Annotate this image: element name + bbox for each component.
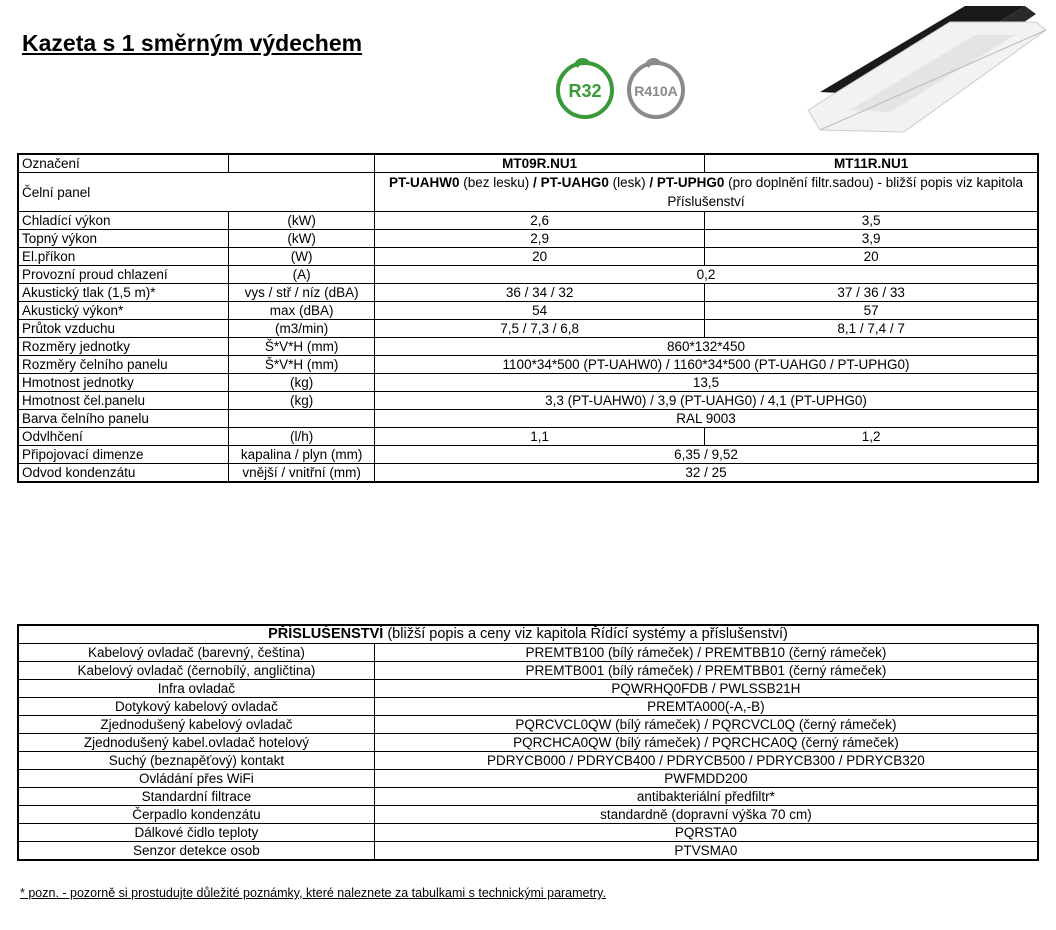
accessory-value: PDRYCB000 / PDRYCB400 / PDRYCB500 / PDRYCB300 / PDRYCB320 [374, 752, 1038, 770]
spec-value-model1: 1,1 [375, 428, 705, 446]
spec-row [18, 212, 1038, 230]
spec-value: 6,35 / 9,52 [375, 446, 1038, 464]
spec-row [18, 410, 1038, 428]
model1-header: MT09R.NU1 [375, 154, 705, 173]
accessory-value: PQWRHQ0FDB / PWLSSB21H [374, 680, 1038, 698]
spec-unit: (W) [229, 248, 375, 266]
panel-value: PT-UAHW0 (bez lesku) / PT-UAHG0 (lesk) / PT-UPHG0 (pro doplnění filtr.sadou) - bližší popis viz kapitola Příslušenství [375, 173, 1038, 212]
spec-label: Připojovací dimenze [18, 446, 229, 464]
spec-value: 13,5 [375, 374, 1038, 392]
spec-header-row [18, 154, 1038, 173]
spec-label: Barva čelního panelu [18, 410, 229, 428]
accessory-value: PREMTB001 (bílý rámeček) / PREMTBB01 (černý rámeček) [374, 662, 1038, 680]
accessory-row [18, 806, 1038, 824]
spec-row [18, 266, 1038, 284]
spec-value: 1100*34*500 (PT-UAHW0) / 1160*34*500 (PT-UAHG0 / PT-UPHG0) [375, 356, 1038, 374]
accessory-row [18, 680, 1038, 698]
spec-label: Akustický výkon* [18, 302, 229, 320]
spec-row [18, 284, 1038, 302]
accessory-label: Kabelový ovladač (barevný, čeština) [18, 644, 374, 662]
spec-value-model1: 36 / 34 / 32 [375, 284, 705, 302]
spec-value-model1: 20 [375, 248, 705, 266]
spec-row [18, 302, 1038, 320]
spec-row [18, 356, 1038, 374]
accessories-title: PŘÍSLUŠENSTVÍ (bližší popis a ceny viz kapitola Řídící systémy a příslušenství) [18, 625, 1038, 644]
spec-header-label: Označení [18, 154, 229, 173]
spec-row [18, 230, 1038, 248]
accessory-label: Kabelový ovladač (černobílý, angličtina) [18, 662, 374, 680]
accessory-row [18, 842, 1038, 861]
spec-row [18, 464, 1038, 483]
spec-label: Chladící výkon [18, 212, 229, 230]
accessory-label: Dotykový kabelový ovladač [18, 698, 374, 716]
spec-value-model2: 3,5 [705, 212, 1038, 230]
cassette-unit-image [800, 0, 1050, 140]
spec-label: Průtok vzduchu [18, 320, 229, 338]
spec-row [18, 248, 1038, 266]
accessory-label: Suchý (beznapěťový) kontakt [18, 752, 374, 770]
panel-row [18, 173, 1038, 212]
accessory-row [18, 662, 1038, 680]
accessory-label: Čerpadlo kondenzátu [18, 806, 374, 824]
accessory-label: Ovládání přes WiFi [18, 770, 374, 788]
spec-value-model1: 2,6 [375, 212, 705, 230]
accessory-value: PWFMDD200 [374, 770, 1038, 788]
spec-unit: (A) [229, 266, 375, 284]
spec-value-model2: 3,9 [705, 230, 1038, 248]
accessory-row [18, 770, 1038, 788]
spec-label: Hmotnost jednotky [18, 374, 229, 392]
spec-row [18, 428, 1038, 446]
r32-label: R32 [568, 81, 602, 101]
spec-value-model1: 2,9 [375, 230, 705, 248]
accessory-label: Senzor detekce osob [18, 842, 374, 861]
accessory-row [18, 644, 1038, 662]
spec-unit [229, 410, 375, 428]
spec-value-model1: 54 [375, 302, 705, 320]
spec-unit: (kg) [229, 392, 375, 410]
spec-unit: vys / stř / níz (dBA) [229, 284, 375, 302]
accessory-label: Standardní filtrace [18, 788, 374, 806]
spec-unit: (kW) [229, 230, 375, 248]
accessory-value: antibakteriální předfiltr* [374, 788, 1038, 806]
spec-label: Rozměry čelního panelu [18, 356, 229, 374]
r410a-badge-icon [629, 58, 683, 117]
spec-unit: Š*V*H (mm) [229, 338, 375, 356]
accessory-value: PREMTA000(-A,-B) [374, 698, 1038, 716]
accessory-row [18, 788, 1038, 806]
spec-unit: Š*V*H (mm) [229, 356, 375, 374]
accessory-row [18, 752, 1038, 770]
r410a-label: R410A [634, 83, 678, 99]
spec-value: RAL 9003 [375, 410, 1038, 428]
spec-value: 860*132*450 [375, 338, 1038, 356]
accessory-value: PREMTB100 (bílý rámeček) / PREMTBB10 (černý rámeček) [374, 644, 1038, 662]
spec-unit: (m3/min) [229, 320, 375, 338]
spec-row [18, 338, 1038, 356]
accessory-value: PQRCVCL0QW (bílý rámeček) / PQRCVCL0Q (černý rámeček) [374, 716, 1038, 734]
spec-label: Hmotnost čel.panelu [18, 392, 229, 410]
spec-value-model1: 7,5 / 7,3 / 6,8 [375, 320, 705, 338]
spec-unit: (l/h) [229, 428, 375, 446]
spec-row [18, 392, 1038, 410]
spec-row [18, 320, 1038, 338]
accessories-header-row [18, 625, 1038, 644]
spec-label: Odvod kondenzátu [18, 464, 229, 483]
spec-unit: max (dBA) [229, 302, 375, 320]
spec-value-model2: 57 [705, 302, 1038, 320]
spec-label: Rozměry jednotky [18, 338, 229, 356]
accessory-label: Zjednodušený kabel.ovladač hotelový [18, 734, 374, 752]
accessory-row [18, 734, 1038, 752]
refrigerant-badges [552, 54, 692, 124]
accessory-label: Infra ovladač [18, 680, 374, 698]
spec-row [18, 446, 1038, 464]
spec-value-model2: 37 / 36 / 33 [705, 284, 1038, 302]
accessories-table [17, 624, 1039, 861]
panel-label: Čelní panel [18, 173, 375, 212]
spec-unit: (kW) [229, 212, 375, 230]
page-title: Kazeta s 1 směrným výdechem [22, 30, 363, 56]
footnote: * pozn. - pozorně si prostudujte důležité poznámky, které naleznete za tabulkami s technickými parametry. [20, 886, 606, 900]
accessory-value: PQRCHCA0QW (bílý rámeček) / PQRCHCA0Q (černý rámeček) [374, 734, 1038, 752]
spec-unit: (kg) [229, 374, 375, 392]
spec-value: 0,2 [375, 266, 1038, 284]
spec-value-model2: 20 [705, 248, 1038, 266]
spec-value-model2: 1,2 [705, 428, 1038, 446]
accessory-row [18, 824, 1038, 842]
accessory-value: PTVSMA0 [374, 842, 1038, 861]
spec-unit: vnější / vnitřní (mm) [229, 464, 375, 483]
spec-label: Topný výkon [18, 230, 229, 248]
accessory-value: standardně (dopravní výška 70 cm) [374, 806, 1038, 824]
accessory-value: PQRSTA0 [374, 824, 1038, 842]
accessory-label: Zjednodušený kabelový ovladač [18, 716, 374, 734]
spec-value: 32 / 25 [375, 464, 1038, 483]
accessory-row [18, 716, 1038, 734]
spec-row [18, 374, 1038, 392]
accessory-row [18, 698, 1038, 716]
spec-value: 3,3 (PT-UAHW0) / 3,9 (PT-UAHG0) / 4,1 (PT-UPHG0) [375, 392, 1038, 410]
spec-value-model2: 8,1 / 7,4 / 7 [705, 320, 1038, 338]
spec-table [17, 153, 1039, 483]
model2-header: MT11R.NU1 [705, 154, 1038, 173]
spec-label: Odvlhčení [18, 428, 229, 446]
spec-unit: kapalina / plyn (mm) [229, 446, 375, 464]
spec-label: Akustický tlak (1,5 m)* [18, 284, 229, 302]
spec-label: El.příkon [18, 248, 229, 266]
r32-badge-icon [558, 58, 612, 117]
spec-label: Provozní proud chlazení [18, 266, 229, 284]
accessory-label: Dálkové čidlo teploty [18, 824, 374, 842]
